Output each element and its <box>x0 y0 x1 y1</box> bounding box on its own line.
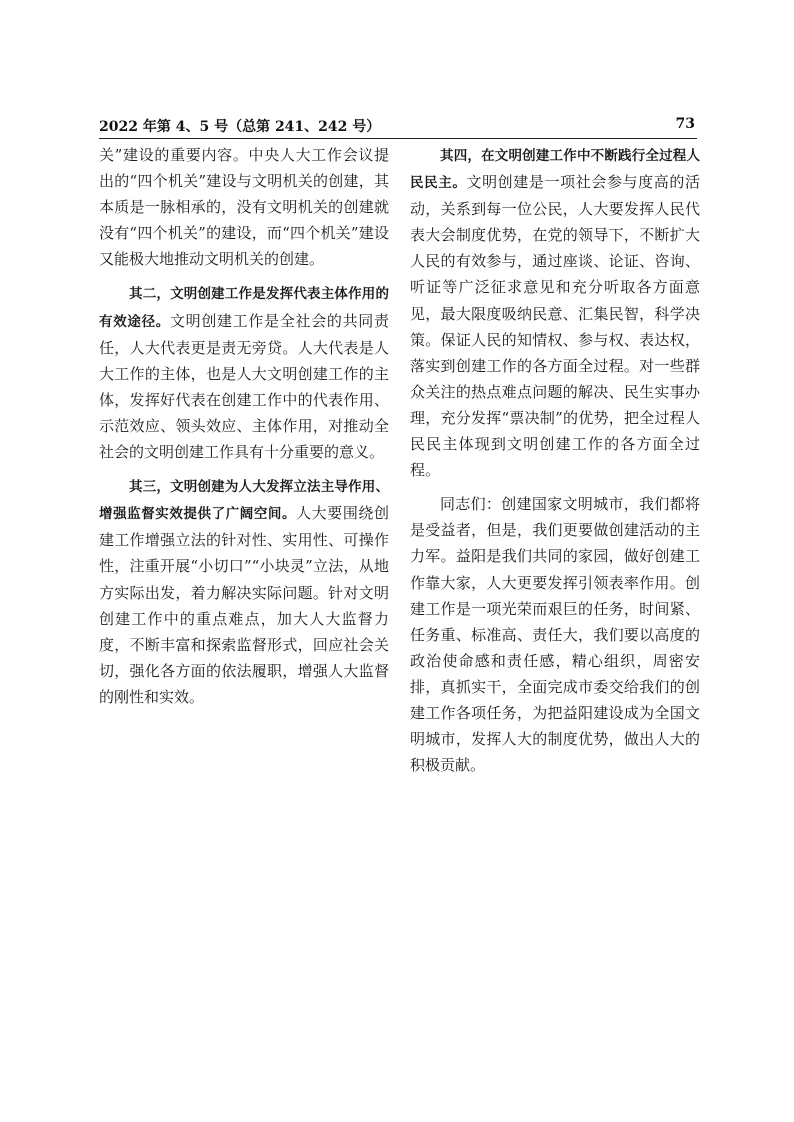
paragraph <box>99 280 389 465</box>
issue-label: 2022 年第 4、5 号（总第 241、242 号） <box>99 119 381 135</box>
paragraph-body: 文明创建是一项社会参与度高的活动，关系到每一位公民，人大要发挥人民代表大会制度优势，在党的领导下，不断扩大人民的有效参与，通过座谈、论证、咨询、听证等广泛征求意见和充分听取各方面意见，最大限度吸纳民意、汇集民智，科学决策。保证人民的知情权、参与权、表达权，落实到创建工作的各方面全过程。对一些群众关注的热点难点问题的解决、民生实事办理，充分发挥“票决制”的优势，把全过程人民民主体现到文明创建工作的各方面全过程。 <box>410 173 700 480</box>
running-header <box>99 116 697 139</box>
paragraph-body: 人大要围绕创建工作增强立法的针对性、实用性、可操作性，注重开展“小切口”“小块灵”立法，从地方实际出发，着力解决实际问题。针对文明创建工作中的重点难点，加大人大监督力度，不断丰富和探索监督形式，回应社会关切，强化各方面的依法履职，增强人大监督的刚性和实效。 <box>99 504 389 706</box>
page-number: 73 <box>675 116 695 132</box>
paragraph <box>410 142 700 483</box>
paragraph-body: 文明创建工作是全社会的共同责任，人大代表更是责无旁贷。人大代表是人大工作的主体，也是人大文明创建工作的主体，发挥好代表在创建工作中的代表作用、示范效应、领头效应、主体作用，对推动全社会的文明创建工作具有十分重要的意义。 <box>99 311 389 462</box>
paragraph-lead: 其三，文明创建为人大发挥立法主导作用、增强监督实效提供了广阔空间。 <box>99 479 389 523</box>
left-column <box>99 142 389 718</box>
paragraph-lead: 其二，文明创建工作是发挥代表主体作用的有效途径。 <box>99 286 389 330</box>
paragraph: 关”建设的重要内容。中央人大工作会议提出的“四个机关”建设与文明机关的创建，其本质是一脉相承的，没有文明机关的创建就没有“四个机关”的建设，而“四个机关”建设又能极大地推动文明机关的创建。 <box>99 146 389 269</box>
right-column <box>410 142 700 786</box>
paragraph-lead: 其四，在文明创建工作中不断践行全过程人民民主。 <box>410 148 700 192</box>
paragraph <box>99 473 389 710</box>
paragraph: 同志们：创建国家文明城市，我们都将是受益者，但是，我们更要做创建活动的主力军。益阳是我们共同的家园，做好创建工作靠大家，人大更要发挥引领表率作用。创建工作是一项光荣而艰巨的任务，时间紧、任务重、标准高、责任大，我们要以高度的政治使命感和责任感，精心组织，周密安排，真抓实干，全面完成市委交给我们的创建工作各项任务，为把益阳建设成为全国文明城市，发挥人大的制度优势，做出人大的积极贡献。 <box>410 495 700 775</box>
